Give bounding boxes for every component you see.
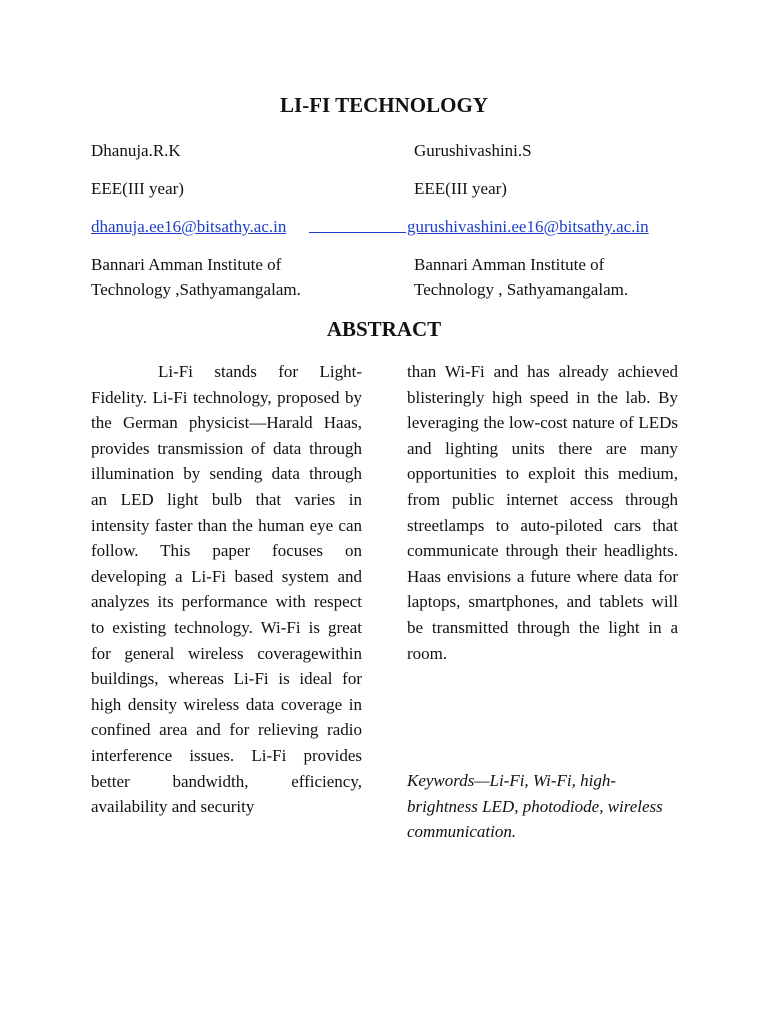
- author-institution-line-2: Technology , Sathyamangalam.: [414, 280, 629, 299]
- author-department: EEE(III year): [414, 179, 507, 198]
- author-institution-line-1: Bannari Amman Institute of: [91, 255, 282, 274]
- abstract-column-right: than Wi-Fi and has already achieved blisteringly high speed in the lab. By leveraging the low-cost nature of LEDs and lighting units there are many opportunities to exploit this medium, from public internet access through streetlamps to auto-piloted cars that communicate through their headlights. Haas envisions a future where data for laptops, smartphones, and tablets will be transmitted through the light in a room.: [407, 362, 678, 663]
- author-institution-line-2: Technology ,Sathyamangalam.: [91, 280, 301, 299]
- author-institution-line-1: Bannari Amman Institute of: [414, 255, 605, 274]
- paper-title: LI-FI TECHNOLOGY: [280, 93, 488, 117]
- author-email-link[interactable]: dhanuja.ee16@bitsathy.ac.in: [91, 217, 287, 236]
- email-underline-divider: [309, 232, 406, 233]
- author-name: Gurushivashini.S: [414, 141, 532, 160]
- abstract-column-left: Li-Fi stands for Light-Fidelity. Li-Fi technology, proposed by the German physicist—Harald Haas, provides transmission of data through illumination by sending data through an LED light bulb that varies in intensity faster than the human eye can follow. This paper focuses on developing a Li-Fi based system and analyzes its performance with respect to existing technology. Wi-Fi is great for general wireless coveragewithin buildings, whereas Li-Fi is ideal for high density wireless data coverage in confined area and for relieving radio interference issues. Li-Fi provides better bandwidth, efficiency, availability and security: [91, 362, 362, 817]
- author-block-2: [407, 138, 714, 302]
- author-department: EEE(III year): [91, 179, 184, 198]
- author-name: Dhanuja.R.K: [91, 141, 181, 160]
- keywords-paragraph: Keywords—Li-Fi, Wi-Fi, high-brightness LED, photodiode, wireless communication.: [407, 771, 663, 842]
- author-email-link[interactable]: gurushivashini.ee16@bitsathy.ac.in: [407, 217, 649, 236]
- abstract-heading: ABSTRACT: [326, 317, 442, 341]
- author-block-1: [91, 138, 381, 302]
